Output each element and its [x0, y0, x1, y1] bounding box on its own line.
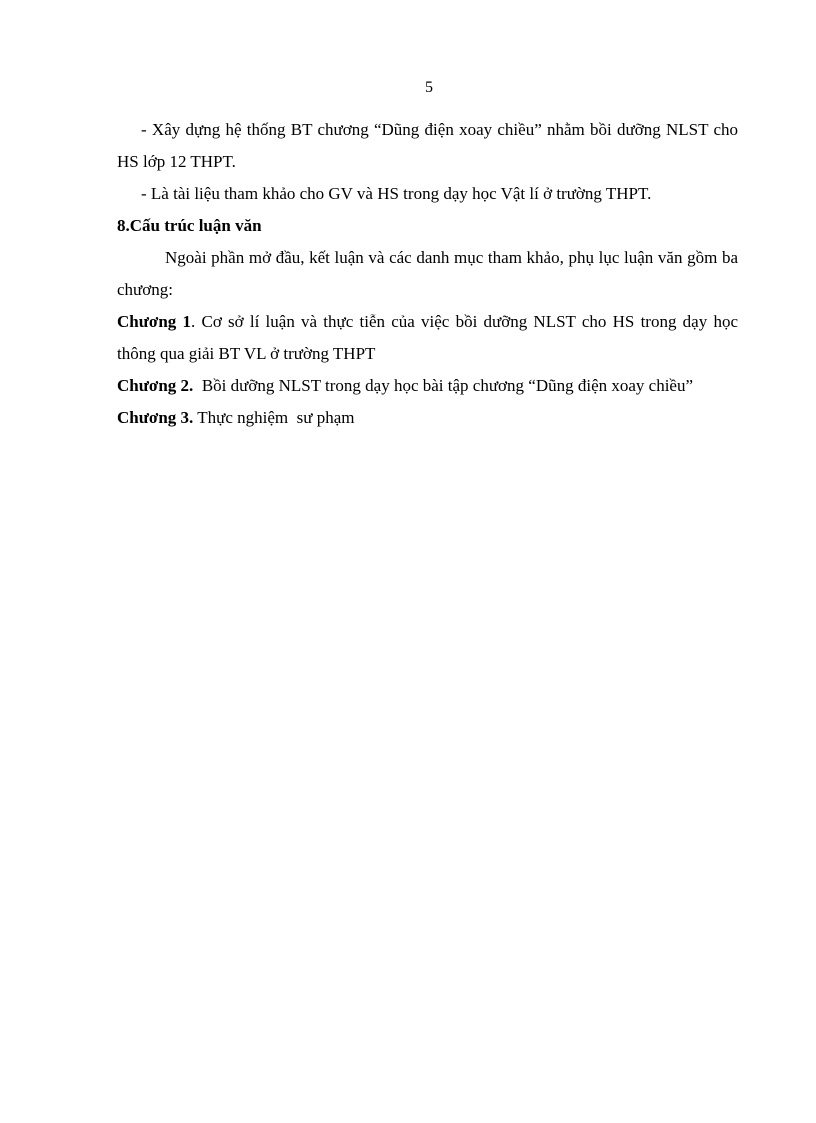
chapter-3-text: Thực nghiệm sư phạm — [193, 408, 355, 427]
bullet-item-1: - Xây dựng hệ thống BT chương “Dũng điện xoay chiều” nhằm bồi dưỡng NLST cho HS lớp 12 THPT. — [117, 120, 738, 171]
page-number: 5 — [425, 79, 433, 96]
chapter-1 — [117, 306, 738, 370]
chapter-3 — [117, 402, 738, 434]
chapter-1-text: . Cơ sở lí luận và thực tiễn của việc bồi dưỡng NLST cho HS trong dạy học thông qua giải BT VL ở trường THPT — [117, 312, 738, 363]
chapter-1-label: Chương 1 — [117, 312, 192, 331]
chapter-2 — [117, 370, 738, 402]
section-heading: 8.Cấu trúc luận văn — [117, 216, 262, 235]
bullet-item-2: - Là tài liệu tham khảo cho GV và HS trong dạy học Vật lí ở trường THPT. — [141, 184, 652, 203]
chapter-3-label: Chương 3. — [117, 408, 194, 427]
chapter-2-text: Bồi dưỡng NLST trong dạy học bài tập chương “Dũng điện xoay chiều” — [193, 376, 694, 395]
chapter-2-label: Chương 2. — [117, 376, 194, 395]
intro-paragraph: Ngoài phần mở đầu, kết luận và các danh mục tham khảo, phụ lục luận văn gồm ba chương: — [117, 248, 738, 299]
page-body — [117, 114, 738, 434]
